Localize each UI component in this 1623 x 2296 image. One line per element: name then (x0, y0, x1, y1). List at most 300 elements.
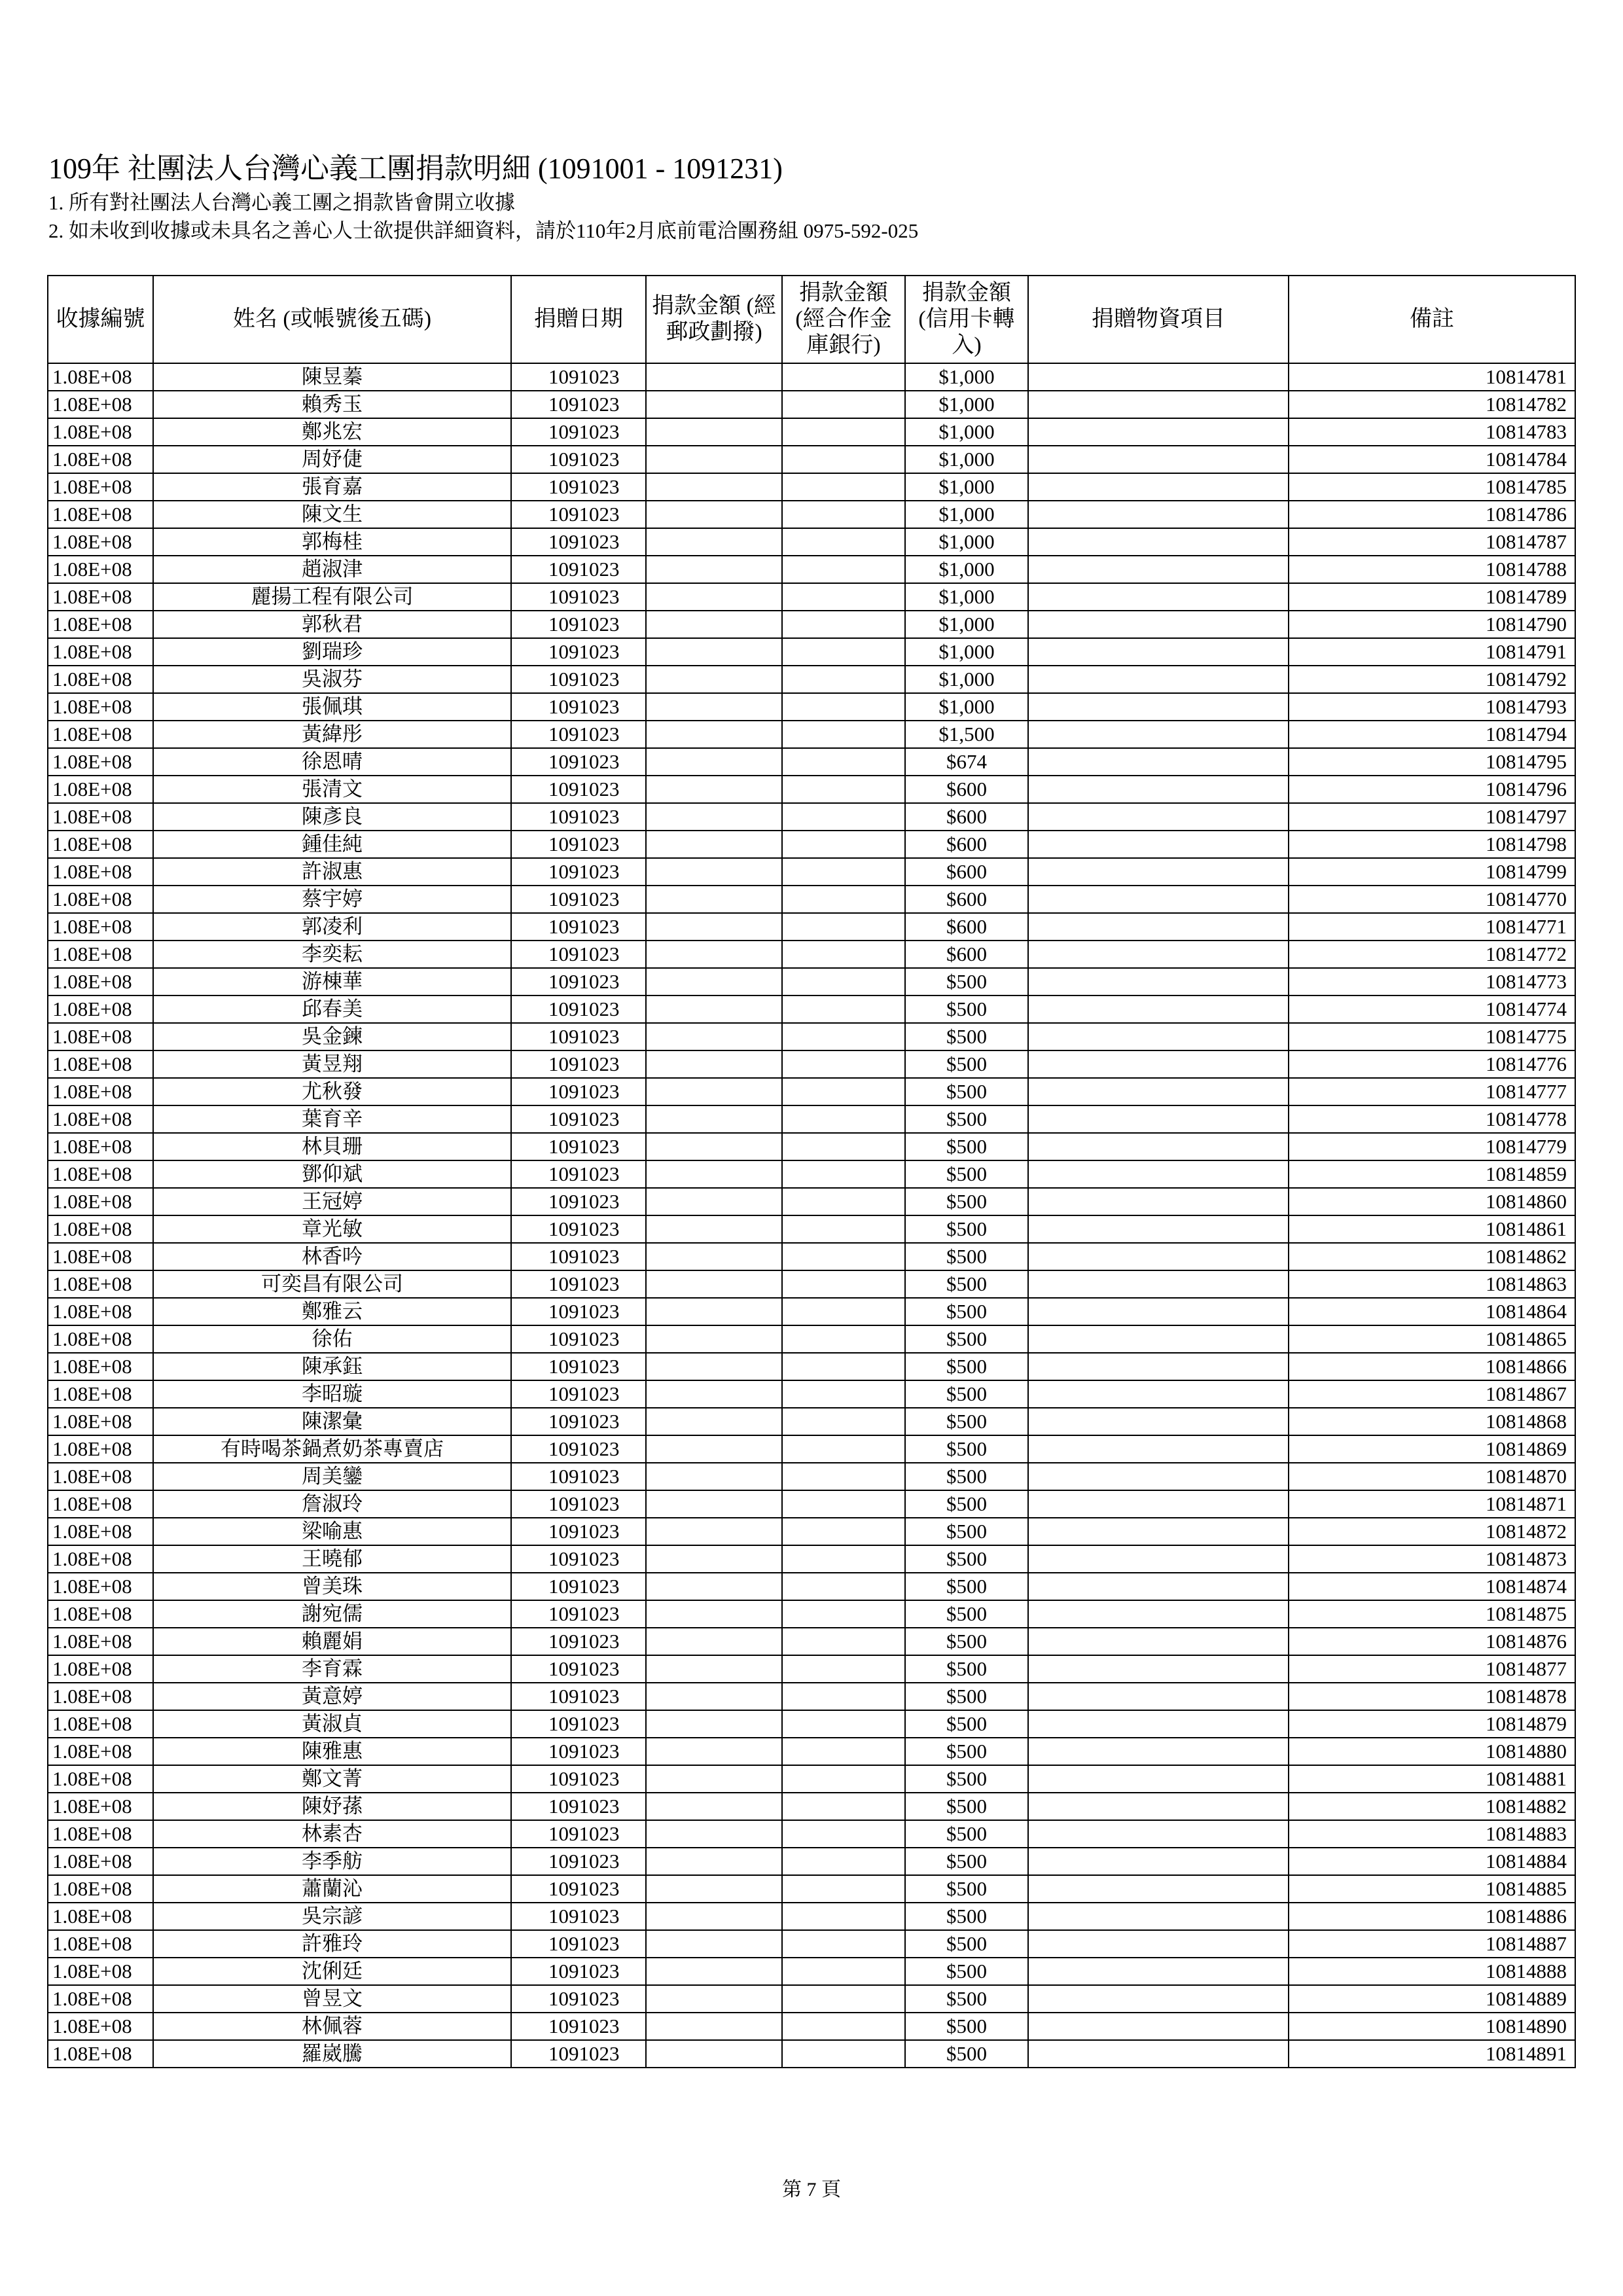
cell-amount-postal (646, 501, 782, 528)
cell-remark: 10814869 (1289, 1435, 1575, 1463)
cell-amount-bank (782, 1820, 905, 1848)
cell-remark: 10814881 (1289, 1765, 1575, 1793)
cell-amount-bank (782, 1160, 905, 1188)
cell-amount-bank (782, 748, 905, 776)
cell-name: 黃意婷 (153, 1683, 511, 1710)
cell-amount-bank (782, 831, 905, 858)
cell-goods (1028, 2013, 1289, 2040)
table-row (48, 1903, 1575, 1930)
cell-remark: 10814786 (1289, 501, 1575, 528)
cell-name: 周妤倢 (153, 446, 511, 473)
cell-amount-credit: $500 (905, 1958, 1028, 1985)
cell-amount-bank (782, 721, 905, 748)
cell-amount-postal (646, 803, 782, 831)
cell-name: 陳妤蓀 (153, 1793, 511, 1820)
cell-amount-bank (782, 1518, 905, 1545)
cell-amount-postal (646, 1133, 782, 1160)
cell-name: 徐佑 (153, 1325, 511, 1353)
cell-amount-postal (646, 1655, 782, 1683)
cell-remark: 10814877 (1289, 1655, 1575, 1683)
cell-goods (1028, 1105, 1289, 1133)
cell-receipt-no: 1.08E+08 (48, 1710, 153, 1738)
cell-amount-credit: $500 (905, 1875, 1028, 1903)
cell-receipt-no: 1.08E+08 (48, 1353, 153, 1380)
cell-date: 1091023 (511, 803, 646, 831)
cell-amount-postal (646, 1435, 782, 1463)
cell-goods (1028, 1435, 1289, 1463)
table-row (48, 776, 1575, 803)
cell-name: 郭秋君 (153, 611, 511, 638)
cell-amount-credit: $1,000 (905, 693, 1028, 721)
cell-name: 尤秋發 (153, 1078, 511, 1105)
cell-amount-postal (646, 583, 782, 611)
cell-amount-credit: $600 (905, 803, 1028, 831)
cell-amount-postal (646, 1023, 782, 1050)
cell-remark: 10814790 (1289, 611, 1575, 638)
cell-amount-bank (782, 1793, 905, 1820)
cell-date: 1091023 (511, 1518, 646, 1545)
cell-amount-postal (646, 1490, 782, 1518)
cell-amount-bank (782, 2013, 905, 2040)
cell-receipt-no: 1.08E+08 (48, 1903, 153, 1930)
cell-name: 麗揚工程有限公司 (153, 583, 511, 611)
cell-amount-bank (782, 968, 905, 996)
cell-amount-credit: $1,000 (905, 363, 1028, 391)
cell-receipt-no: 1.08E+08 (48, 1765, 153, 1793)
cell-amount-credit: $500 (905, 1765, 1028, 1793)
cell-remark: 10814771 (1289, 913, 1575, 941)
cell-remark: 10814783 (1289, 418, 1575, 446)
cell-amount-postal (646, 1215, 782, 1243)
cell-amount-postal (646, 1545, 782, 1573)
cell-goods (1028, 1985, 1289, 2013)
cell-date: 1091023 (511, 1655, 646, 1683)
table-row (48, 968, 1575, 996)
cell-date: 1091023 (511, 1958, 646, 1985)
table-row (48, 583, 1575, 611)
cell-date: 1091023 (511, 446, 646, 473)
col-header-goods: 捐贈物資項目 (1028, 276, 1289, 363)
cell-receipt-no: 1.08E+08 (48, 1490, 153, 1518)
cell-name: 林香吟 (153, 1243, 511, 1270)
cell-receipt-no: 1.08E+08 (48, 721, 153, 748)
cell-goods (1028, 583, 1289, 611)
cell-amount-bank (782, 2040, 905, 2068)
cell-receipt-no: 1.08E+08 (48, 1848, 153, 1875)
table-row (48, 1793, 1575, 1820)
cell-goods (1028, 1325, 1289, 1353)
cell-date: 1091023 (511, 748, 646, 776)
cell-receipt-no: 1.08E+08 (48, 1628, 153, 1655)
cell-date: 1091023 (511, 996, 646, 1023)
cell-remark: 10814860 (1289, 1188, 1575, 1215)
cell-amount-postal (646, 693, 782, 721)
cell-amount-credit: $1,000 (905, 556, 1028, 583)
cell-name: 王曉郁 (153, 1545, 511, 1573)
cell-amount-postal (646, 2013, 782, 2040)
cell-amount-credit: $500 (905, 1463, 1028, 1490)
table-row (48, 1243, 1575, 1270)
cell-date: 1091023 (511, 721, 646, 748)
cell-remark: 10814870 (1289, 1463, 1575, 1490)
cell-name: 曾昱文 (153, 1985, 511, 2013)
cell-amount-bank (782, 1600, 905, 1628)
cell-name: 梁喻惠 (153, 1518, 511, 1545)
table-row (48, 913, 1575, 941)
cell-date: 1091023 (511, 941, 646, 968)
cell-date: 1091023 (511, 1903, 646, 1930)
cell-goods (1028, 1710, 1289, 1738)
cell-name: 陳文生 (153, 501, 511, 528)
table-row (48, 748, 1575, 776)
cell-receipt-no: 1.08E+08 (48, 446, 153, 473)
cell-remark: 10814796 (1289, 776, 1575, 803)
cell-amount-postal (646, 1298, 782, 1325)
cell-amount-credit: $1,000 (905, 611, 1028, 638)
cell-goods (1028, 886, 1289, 913)
cell-amount-postal (646, 1848, 782, 1875)
cell-amount-bank (782, 1655, 905, 1683)
cell-amount-bank (782, 611, 905, 638)
cell-receipt-no: 1.08E+08 (48, 556, 153, 583)
cell-amount-postal (646, 1765, 782, 1793)
cell-goods (1028, 1655, 1289, 1683)
cell-amount-bank (782, 913, 905, 941)
cell-amount-bank (782, 803, 905, 831)
table-row (48, 1573, 1575, 1600)
cell-name: 吳淑芬 (153, 666, 511, 693)
cell-remark: 10814880 (1289, 1738, 1575, 1765)
cell-amount-credit: $1,000 (905, 528, 1028, 556)
table-row (48, 1600, 1575, 1628)
cell-date: 1091023 (511, 1078, 646, 1105)
cell-date: 1091023 (511, 1215, 646, 1243)
cell-name: 鄭雅云 (153, 1298, 511, 1325)
cell-amount-credit: $500 (905, 1738, 1028, 1765)
cell-goods (1028, 1958, 1289, 1985)
table-row (48, 501, 1575, 528)
cell-date: 1091023 (511, 1628, 646, 1655)
cell-goods (1028, 1738, 1289, 1765)
cell-name: 可奕昌有限公司 (153, 1270, 511, 1298)
cell-amount-credit: $500 (905, 1380, 1028, 1408)
cell-receipt-no: 1.08E+08 (48, 1930, 153, 1958)
cell-date: 1091023 (511, 638, 646, 666)
cell-date: 1091023 (511, 1710, 646, 1738)
table-row (48, 1050, 1575, 1078)
table-row (48, 1270, 1575, 1298)
cell-remark: 10814787 (1289, 528, 1575, 556)
page-number: 第 7 頁 (782, 2179, 841, 2200)
cell-goods (1028, 941, 1289, 968)
cell-amount-postal (646, 1105, 782, 1133)
cell-name: 許淑惠 (153, 858, 511, 886)
cell-amount-bank (782, 1243, 905, 1270)
cell-receipt-no: 1.08E+08 (48, 1600, 153, 1628)
cell-goods (1028, 1463, 1289, 1490)
cell-amount-credit: $1,000 (905, 638, 1028, 666)
cell-receipt-no: 1.08E+08 (48, 638, 153, 666)
table-row (48, 1380, 1575, 1408)
cell-remark: 10814794 (1289, 721, 1575, 748)
cell-goods (1028, 1683, 1289, 1710)
table-row (48, 1298, 1575, 1325)
table-row (48, 1820, 1575, 1848)
cell-receipt-no: 1.08E+08 (48, 1545, 153, 1573)
cell-amount-postal (646, 1600, 782, 1628)
cell-amount-bank (782, 501, 905, 528)
cell-receipt-no: 1.08E+08 (48, 1573, 153, 1600)
cell-amount-bank (782, 1903, 905, 1930)
cell-amount-postal (646, 1683, 782, 1710)
table-row (48, 1765, 1575, 1793)
table-row (48, 858, 1575, 886)
cell-receipt-no: 1.08E+08 (48, 1820, 153, 1848)
cell-amount-postal (646, 1875, 782, 1903)
cell-goods (1028, 996, 1289, 1023)
cell-amount-credit: $500 (905, 1353, 1028, 1380)
cell-amount-credit: $500 (905, 1903, 1028, 1930)
cell-receipt-no: 1.08E+08 (48, 473, 153, 501)
cell-date: 1091023 (511, 528, 646, 556)
cell-name: 有時喝茶鍋煮奶茶專賣店 (153, 1435, 511, 1463)
cell-amount-credit: $500 (905, 1848, 1028, 1875)
cell-amount-postal (646, 418, 782, 446)
cell-date: 1091023 (511, 968, 646, 996)
table-row (48, 1023, 1575, 1050)
cell-date: 1091023 (511, 1160, 646, 1188)
cell-date: 1091023 (511, 1793, 646, 1820)
cell-goods (1028, 2040, 1289, 2068)
cell-date: 1091023 (511, 858, 646, 886)
cell-name: 李昭璇 (153, 1380, 511, 1408)
cell-amount-credit: $500 (905, 1710, 1028, 1738)
cell-date: 1091023 (511, 583, 646, 611)
cell-remark: 10814793 (1289, 693, 1575, 721)
cell-amount-credit: $500 (905, 1435, 1028, 1463)
cell-amount-bank (782, 1188, 905, 1215)
cell-amount-credit: $500 (905, 1628, 1028, 1655)
cell-date: 1091023 (511, 1325, 646, 1353)
cell-amount-postal (646, 968, 782, 996)
cell-receipt-no: 1.08E+08 (48, 913, 153, 941)
cell-amount-postal (646, 1353, 782, 1380)
cell-date: 1091023 (511, 391, 646, 418)
cell-goods (1028, 1903, 1289, 1930)
cell-date: 1091023 (511, 666, 646, 693)
cell-receipt-no: 1.08E+08 (48, 1133, 153, 1160)
cell-name: 周美鑾 (153, 1463, 511, 1490)
cell-remark: 10814777 (1289, 1078, 1575, 1105)
table-row (48, 611, 1575, 638)
cell-amount-credit: $500 (905, 1490, 1028, 1518)
cell-remark: 10814865 (1289, 1325, 1575, 1353)
cell-amount-bank (782, 528, 905, 556)
cell-name: 陳潔彙 (153, 1408, 511, 1435)
cell-receipt-no: 1.08E+08 (48, 693, 153, 721)
cell-amount-postal (646, 638, 782, 666)
cell-date: 1091023 (511, 1820, 646, 1848)
cell-amount-credit: $500 (905, 968, 1028, 996)
table-row (48, 1738, 1575, 1765)
cell-date: 1091023 (511, 1600, 646, 1628)
cell-date: 1091023 (511, 1985, 646, 2013)
cell-goods (1028, 858, 1289, 886)
cell-amount-credit: $500 (905, 1133, 1028, 1160)
cell-date: 1091023 (511, 1683, 646, 1710)
cell-receipt-no: 1.08E+08 (48, 1243, 153, 1270)
cell-goods (1028, 1160, 1289, 1188)
col-header-remark: 備註 (1289, 276, 1575, 363)
cell-goods (1028, 1573, 1289, 1600)
cell-remark: 10814890 (1289, 2013, 1575, 2040)
cell-remark: 10814879 (1289, 1710, 1575, 1738)
cell-goods (1028, 831, 1289, 858)
cell-amount-postal (646, 446, 782, 473)
cell-amount-postal (646, 1188, 782, 1215)
cell-amount-postal (646, 996, 782, 1023)
cell-goods (1028, 1793, 1289, 1820)
cell-goods (1028, 1408, 1289, 1435)
cell-goods (1028, 611, 1289, 638)
col-header-amount-credit: 捐款金額 (信用卡轉入) (905, 276, 1028, 363)
table-row (48, 996, 1575, 1023)
cell-date: 1091023 (511, 1463, 646, 1490)
cell-amount-credit: $674 (905, 748, 1028, 776)
cell-amount-postal (646, 363, 782, 391)
cell-goods (1028, 418, 1289, 446)
cell-amount-postal (646, 1408, 782, 1435)
cell-amount-bank (782, 1298, 905, 1325)
cell-name: 鄧仰斌 (153, 1160, 511, 1188)
cell-amount-credit: $600 (905, 858, 1028, 886)
cell-date: 1091023 (511, 1023, 646, 1050)
cell-amount-credit: $500 (905, 1160, 1028, 1188)
cell-name: 吳金鍊 (153, 1023, 511, 1050)
cell-amount-postal (646, 666, 782, 693)
cell-amount-postal (646, 776, 782, 803)
cell-remark: 10814773 (1289, 968, 1575, 996)
col-header-date: 捐贈日期 (511, 276, 646, 363)
cell-amount-bank (782, 858, 905, 886)
cell-remark: 10814788 (1289, 556, 1575, 583)
cell-amount-postal (646, 1380, 782, 1408)
cell-goods (1028, 473, 1289, 501)
table-row (48, 1710, 1575, 1738)
cell-amount-postal (646, 748, 782, 776)
cell-remark: 10814872 (1289, 1518, 1575, 1545)
cell-goods (1028, 363, 1289, 391)
cell-receipt-no: 1.08E+08 (48, 583, 153, 611)
cell-amount-postal (646, 1078, 782, 1105)
table-row (48, 721, 1575, 748)
table-row (48, 1518, 1575, 1545)
cell-amount-bank (782, 1050, 905, 1078)
cell-amount-postal (646, 1628, 782, 1655)
cell-remark: 10814782 (1289, 391, 1575, 418)
cell-amount-postal (646, 391, 782, 418)
cell-goods (1028, 391, 1289, 418)
table-row (48, 1683, 1575, 1710)
cell-goods (1028, 1820, 1289, 1848)
cell-date: 1091023 (511, 831, 646, 858)
table-row (48, 1848, 1575, 1875)
cell-goods (1028, 913, 1289, 941)
cell-amount-credit: $500 (905, 1215, 1028, 1243)
cell-name: 黃緯彤 (153, 721, 511, 748)
table-row (48, 2013, 1575, 2040)
cell-goods (1028, 1215, 1289, 1243)
cell-name: 李季舫 (153, 1848, 511, 1875)
table-row (48, 2040, 1575, 2068)
cell-receipt-no: 1.08E+08 (48, 2040, 153, 2068)
cell-amount-bank (782, 1765, 905, 1793)
cell-amount-postal (646, 1573, 782, 1600)
cell-amount-bank (782, 1380, 905, 1408)
cell-amount-bank (782, 1985, 905, 2013)
cell-amount-bank (782, 1105, 905, 1133)
cell-amount-bank (782, 556, 905, 583)
cell-amount-credit: $1,000 (905, 583, 1028, 611)
table-row (48, 1875, 1575, 1903)
cell-amount-bank (782, 1270, 905, 1298)
cell-goods (1028, 1765, 1289, 1793)
cell-receipt-no: 1.08E+08 (48, 941, 153, 968)
cell-amount-postal (646, 1463, 782, 1490)
cell-amount-bank (782, 1408, 905, 1435)
cell-receipt-no: 1.08E+08 (48, 1408, 153, 1435)
cell-receipt-no: 1.08E+08 (48, 1188, 153, 1215)
cell-remark: 10814866 (1289, 1353, 1575, 1380)
cell-remark: 10814884 (1289, 1848, 1575, 1875)
cell-amount-bank (782, 1628, 905, 1655)
cell-date: 1091023 (511, 363, 646, 391)
cell-amount-credit: $500 (905, 1793, 1028, 1820)
cell-date: 1091023 (511, 556, 646, 583)
cell-date: 1091023 (511, 693, 646, 721)
cell-receipt-no: 1.08E+08 (48, 1105, 153, 1133)
cell-amount-bank (782, 996, 905, 1023)
cell-amount-credit: $500 (905, 1930, 1028, 1958)
cell-amount-postal (646, 1930, 782, 1958)
cell-amount-postal (646, 1518, 782, 1545)
cell-receipt-no: 1.08E+08 (48, 996, 153, 1023)
cell-name: 林佩蓉 (153, 2013, 511, 2040)
cell-amount-credit: $500 (905, 1545, 1028, 1573)
cell-amount-credit: $1,500 (905, 721, 1028, 748)
cell-receipt-no: 1.08E+08 (48, 748, 153, 776)
cell-amount-postal (646, 611, 782, 638)
cell-receipt-no: 1.08E+08 (48, 831, 153, 858)
cell-date: 1091023 (511, 1848, 646, 1875)
cell-receipt-no: 1.08E+08 (48, 1875, 153, 1903)
cell-date: 1091023 (511, 1105, 646, 1133)
cell-remark: 10814891 (1289, 2040, 1575, 2068)
cell-amount-credit: $500 (905, 1408, 1028, 1435)
cell-amount-bank (782, 391, 905, 418)
cell-receipt-no: 1.08E+08 (48, 858, 153, 886)
table-row (48, 886, 1575, 913)
cell-goods (1028, 1133, 1289, 1160)
cell-date: 1091023 (511, 473, 646, 501)
table-row (48, 446, 1575, 473)
cell-amount-credit: $500 (905, 1188, 1028, 1215)
cell-name: 徐恩晴 (153, 748, 511, 776)
table-row (48, 1325, 1575, 1353)
cell-amount-bank (782, 446, 905, 473)
cell-receipt-no: 1.08E+08 (48, 1655, 153, 1683)
cell-amount-bank (782, 1958, 905, 1985)
